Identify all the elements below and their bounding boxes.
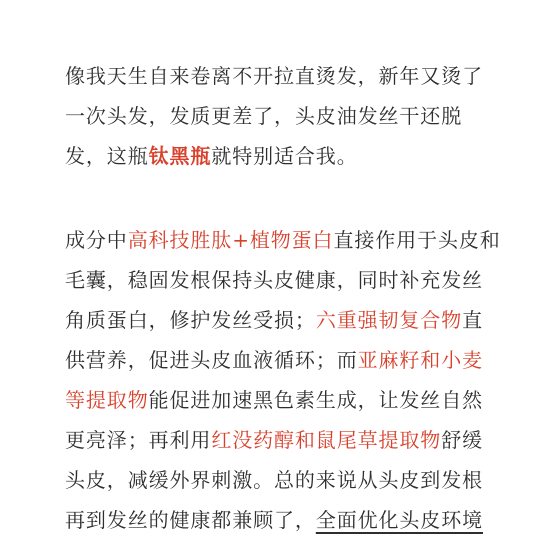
product-name-highlight: 钛黑瓶	[148, 144, 212, 168]
text-segment: 发，这瓶	[65, 144, 149, 168]
text-line	[65, 420, 495, 460]
text-line	[65, 96, 495, 136]
text-segment: 头皮，减缓外界刺激。总的来说从头皮到发根	[65, 468, 483, 492]
text-segment: 一次头发，发质更差了，头皮油发丝干还脱	[65, 104, 463, 128]
text-segment: 成分中	[65, 228, 128, 252]
text-segment: 更亮泽；再利用	[65, 428, 212, 452]
text-segment: 直	[462, 308, 484, 332]
text-line	[65, 380, 495, 420]
text-line	[65, 500, 495, 540]
text-segment: 直接作用于头皮和	[333, 228, 501, 252]
ingredient-highlight: 六重强韧复合物	[315, 308, 463, 332]
paragraph-intro	[65, 56, 495, 176]
text-segment: 再到发丝的健康都兼顾了，	[65, 508, 316, 532]
ingredient-highlight: 红没药醇和鼠尾草提取物	[211, 428, 442, 452]
ingredient-highlight: 高科技胜肽+植物蛋白	[127, 228, 334, 252]
text-line	[65, 340, 495, 380]
text-segment: 毛囊，稳固发根保持头皮健康，同时补充发丝	[65, 268, 483, 292]
ingredient-highlight: 等提取物	[65, 388, 149, 412]
paragraph-ingredients	[65, 220, 501, 540]
underlined-summary: 全面优化头皮环境	[315, 508, 484, 532]
text-segment: 就特别适合我。	[211, 144, 358, 168]
text-segment: 像我天生自来卷离不开拉直烫发，新年又烫了	[65, 64, 483, 88]
text-line	[65, 460, 495, 500]
text-segment: 角质蛋白，修护发丝受损；	[65, 308, 316, 332]
text-segment: 供营养，促进头皮血液循环；而	[65, 348, 358, 372]
text-line	[65, 300, 495, 340]
text-segment: 能促进加速黑色素生成，让发丝自然	[148, 388, 484, 412]
text-line	[65, 260, 495, 300]
text-line	[65, 136, 495, 176]
text-line	[65, 56, 495, 96]
text-segment: 舒缓	[441, 428, 484, 452]
text-line	[65, 220, 501, 260]
ingredient-highlight: 亚麻籽和小麦	[357, 348, 484, 372]
